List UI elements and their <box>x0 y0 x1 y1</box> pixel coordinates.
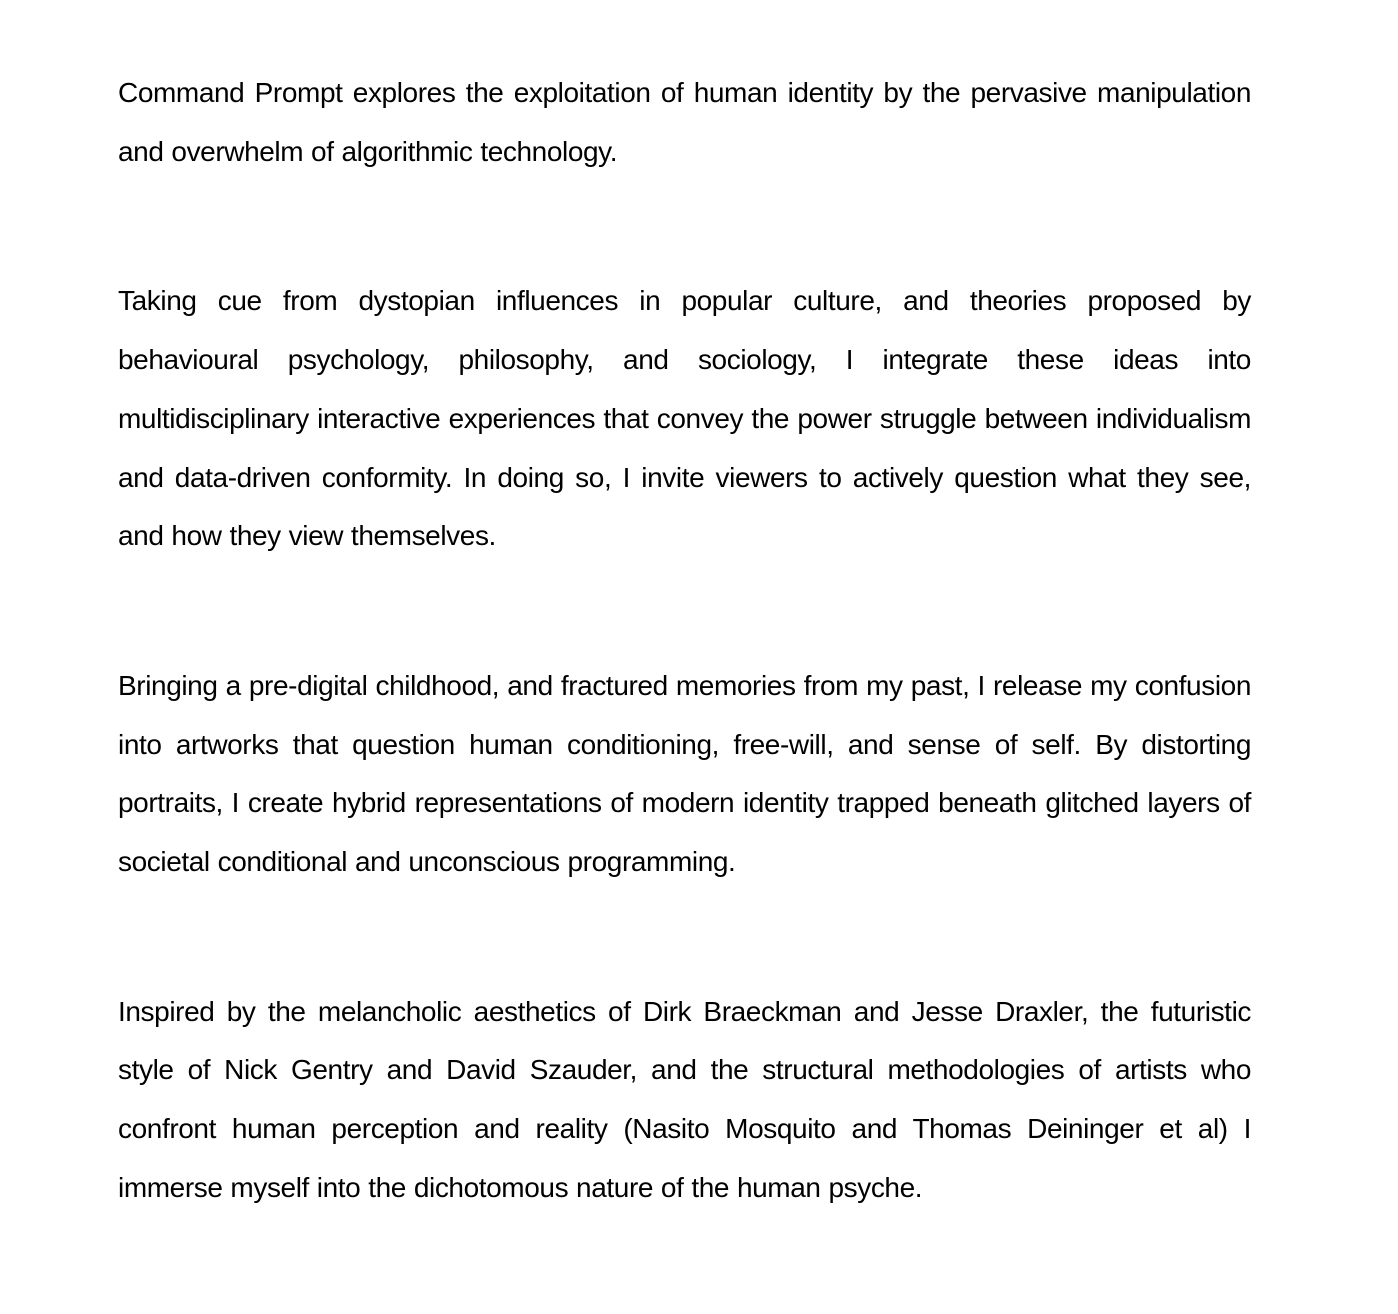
paragraph-influences: Taking cue from dystopian influences in popular culture, and theories proposed by behavioural psychology, philosophy, and sociology, I integrate these ideas into multidisciplinary interactive experiences that convey the power struggle between individualism and data-driven conformity. In doing so, I invite viewers to actively question what they see, and how they view themselves. <box>118 285 1251 552</box>
paragraph-intro: Command Prompt explores the exploitation of human identity by the pervasive manipulation and overwhelm of algorithmic technology. <box>118 77 1251 167</box>
paragraph-inspirations: Inspired by the melancholic aesthetics of Dirk Braeckman and Jesse Draxler, the futuristic style of Nick Gentry and David Szauder, and the structural methodologies of artists who confront human perception and reality (Nasito Mosquito and Thomas Deininger et al) I immerse myself into the dichotomous nature of the human psyche. <box>118 995 1251 1203</box>
document-body <box>118 64 1251 1218</box>
paragraph-childhood: Bringing a pre-digital childhood, and fractured memories from my past, I release my confusion into artworks that question human conditioning, free-will, and sense of self. By distorting portraits, I create hybrid representations of modern identity trapped beneath glitched layers of societal conditional and unconscious programming. <box>118 669 1251 878</box>
